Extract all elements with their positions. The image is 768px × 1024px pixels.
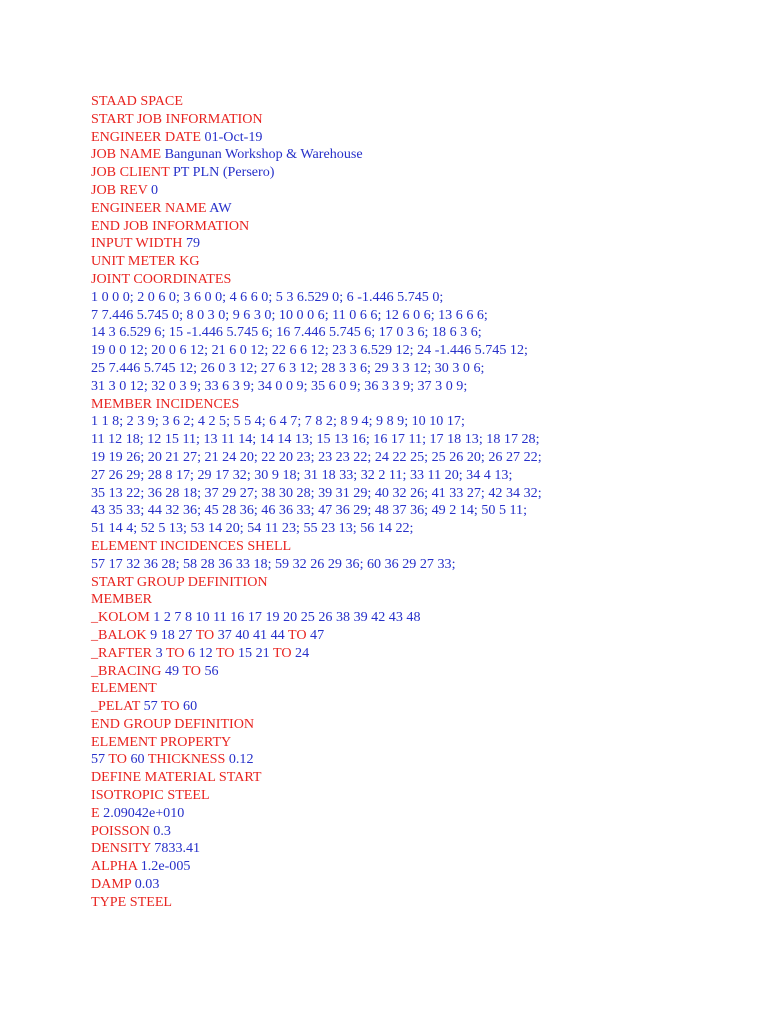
listing-line <box>91 574 751 592</box>
command-keyword: TO <box>272 644 296 661</box>
listing-line <box>91 556 751 574</box>
command-value: 9 18 27 <box>150 626 196 643</box>
command-value: 57 17 32 36 28; 58 28 36 33 18; 59 32 26 29 36; 60 36 29 27 33; <box>91 555 456 572</box>
command-keyword: JOB NAME <box>91 146 165 163</box>
command-value: PT PLN (Persero) <box>172 164 275 181</box>
listing-line <box>91 485 751 503</box>
command-value: 7 7.446 5.745 0; 8 0 3 0; 9 6 3 0; 10 0 0 6; 11 0 6 6; 12 6 0 6; 13 6 6 6; <box>91 306 488 323</box>
listing-line <box>91 805 751 823</box>
command-keyword: TO <box>160 698 184 715</box>
listing-line <box>91 538 751 556</box>
listing-line <box>91 734 751 752</box>
command-value: 01-Oct-19 <box>204 128 263 145</box>
listing-line <box>91 449 751 467</box>
staad-input-listing <box>91 93 751 912</box>
command-value: 47 <box>310 626 325 643</box>
command-keyword: END GROUP DEFINITION <box>91 715 255 732</box>
command-value: 25 7.446 5.745 12; 26 0 3 12; 27 6 3 12; 28 3 3 6; 29 3 3 12; 30 3 0 6; <box>91 359 485 376</box>
command-keyword: TO <box>108 751 131 768</box>
listing-line <box>91 413 751 431</box>
command-keyword: THICKNESS <box>147 751 229 768</box>
listing-line <box>91 182 751 200</box>
command-keyword: _RAFTER <box>91 644 156 661</box>
listing-line <box>91 769 751 787</box>
command-keyword: POISSON <box>91 822 154 839</box>
command-keyword: TO <box>195 626 218 643</box>
command-keyword: DAMP <box>91 876 135 893</box>
listing-line <box>91 680 751 698</box>
command-keyword: MEMBER INCIDENCES <box>91 395 240 412</box>
listing-line <box>91 289 751 307</box>
command-value: 60 <box>130 751 148 768</box>
listing-line <box>91 129 751 147</box>
listing-line <box>91 360 751 378</box>
command-keyword: ELEMENT INCIDENCES SHELL <box>91 537 292 554</box>
command-keyword: ISOTROPIC STEEL <box>91 787 210 804</box>
listing-line <box>91 200 751 218</box>
listing-line <box>91 164 751 182</box>
command-value: 19 0 0 12; 20 0 6 12; 21 6 0 12; 22 6 6 12; 23 3 6.529 12; 24 -1.446 5.745 12; <box>91 342 528 359</box>
command-value: 24 <box>295 644 310 661</box>
command-value: 2.09042e+010 <box>103 804 185 821</box>
command-value: 35 13 22; 36 28 18; 37 29 27; 38 30 28; 39 31 29; 40 32 26; 41 33 27; 42 34 32; <box>91 484 542 501</box>
command-keyword: START JOB INFORMATION <box>91 110 263 127</box>
listing-line <box>91 378 751 396</box>
command-value: 57 <box>91 751 109 768</box>
command-value: 11 12 18; 12 15 11; 13 11 14; 14 14 13; 15 13 16; 16 17 11; 17 18 13; 18 17 28; <box>91 431 540 448</box>
command-keyword: JOB REV <box>91 181 152 198</box>
listing-line <box>91 787 751 805</box>
listing-line <box>91 111 751 129</box>
command-keyword: END JOB INFORMATION <box>91 217 250 234</box>
command-value: 15 21 <box>238 644 273 661</box>
command-value: 51 14 4; 52 5 13; 53 14 20; 54 11 23; 55 23 13; 56 14 22; <box>91 520 414 537</box>
listing-line <box>91 520 751 538</box>
command-value: 0.03 <box>134 876 160 893</box>
listing-line <box>91 431 751 449</box>
command-value: 43 35 33; 44 32 36; 45 28 36; 46 36 33; 47 36 29; 48 37 36; 49 2 14; 50 5 11; <box>91 502 527 519</box>
listing-line <box>91 342 751 360</box>
command-keyword: DEFINE MATERIAL START <box>91 769 262 786</box>
command-value: 1 0 0 0; 2 0 6 0; 3 6 0 0; 4 6 6 0; 5 3 6.529 0; 6 -1.446 5.745 0; <box>91 288 444 305</box>
command-value: 56 <box>204 662 219 679</box>
command-keyword: _BRACING <box>91 662 165 679</box>
command-value: 79 <box>186 235 201 252</box>
listing-line <box>91 591 751 609</box>
command-value: 1 1 8; 2 3 9; 3 6 2; 4 2 5; 5 5 4; 6 4 7; 7 8 2; 8 9 4; 9 8 9; 10 10 17; <box>91 413 465 430</box>
command-value: 31 3 0 12; 32 0 3 9; 33 6 3 9; 34 0 0 9; 35 6 0 9; 36 3 3 9; 37 3 0 9; <box>91 377 468 394</box>
listing-line <box>91 467 751 485</box>
listing-line <box>91 253 751 271</box>
command-value: 60 <box>183 698 198 715</box>
listing-line <box>91 823 751 841</box>
command-value: 0 <box>151 181 159 198</box>
command-keyword: TO <box>182 662 205 679</box>
listing-line <box>91 627 751 645</box>
command-value: 49 <box>165 662 183 679</box>
listing-line <box>91 502 751 520</box>
command-keyword: ENGINEER DATE <box>91 128 205 145</box>
command-keyword: UNIT METER KG <box>91 253 200 270</box>
command-keyword: DENSITY <box>91 840 155 857</box>
listing-line <box>91 840 751 858</box>
listing-line <box>91 396 751 414</box>
listing-line <box>91 645 751 663</box>
command-keyword: INPUT WIDTH <box>91 235 186 252</box>
command-keyword: E <box>91 804 104 821</box>
listing-line <box>91 324 751 342</box>
command-value: 1.2e-005 <box>140 858 191 875</box>
command-keyword: JOINT COORDINATES <box>91 270 232 287</box>
listing-line <box>91 93 751 111</box>
listing-line <box>91 663 751 681</box>
command-value: Bangunan Workshop & Warehouse <box>164 146 363 163</box>
command-value: 0.12 <box>228 751 254 768</box>
command-keyword: _KOLOM <box>91 609 154 626</box>
command-keyword: MEMBER <box>91 591 153 608</box>
command-value: 7833.41 <box>154 840 201 857</box>
command-keyword: ELEMENT PROPERTY <box>91 733 232 750</box>
command-value: 57 <box>143 698 161 715</box>
listing-line <box>91 609 751 627</box>
listing-line <box>91 307 751 325</box>
listing-line <box>91 858 751 876</box>
listing-line <box>91 876 751 894</box>
command-value: 3 <box>155 644 166 661</box>
command-keyword: TO <box>215 644 238 661</box>
command-keyword: ENGINEER NAME <box>91 199 210 216</box>
listing-line <box>91 751 751 769</box>
command-value: 6 12 <box>188 644 216 661</box>
command-value: AW <box>209 199 232 216</box>
command-keyword: TO <box>165 644 188 661</box>
command-keyword: ALPHA <box>91 858 141 875</box>
listing-line <box>91 698 751 716</box>
command-value: 19 19 26; 20 21 27; 21 24 20; 22 20 23; 23 23 22; 24 22 25; 25 26 20; 26 27 22; <box>91 448 542 465</box>
listing-line <box>91 271 751 289</box>
command-keyword: _BALOK <box>91 626 151 643</box>
command-keyword: JOB CLIENT <box>91 164 173 181</box>
command-keyword: START GROUP DEFINITION <box>91 573 268 590</box>
listing-line <box>91 235 751 253</box>
command-value: 14 3 6.529 6; 15 -1.446 5.745 6; 16 7.446 5.745 6; 17 0 3 6; 18 6 3 6; <box>91 324 482 341</box>
command-keyword: TO <box>287 626 311 643</box>
listing-line <box>91 218 751 236</box>
command-keyword: _PELAT <box>91 698 144 715</box>
command-keyword: TYPE STEEL <box>91 893 173 910</box>
listing-line <box>91 894 751 912</box>
listing-line <box>91 716 751 734</box>
listing-line <box>91 146 751 164</box>
command-value: 27 26 29; 28 8 17; 29 17 32; 30 9 18; 31 18 33; 32 2 11; 33 11 20; 34 4 13; <box>91 466 513 483</box>
command-value: 37 40 41 44 <box>217 626 288 643</box>
command-keyword: ELEMENT <box>91 680 157 697</box>
command-value: 1 2 7 8 10 11 16 17 19 20 25 26 38 39 42 43 48 <box>153 609 421 626</box>
command-value: 0.3 <box>153 822 171 839</box>
command-keyword: STAAD SPACE <box>91 93 183 109</box>
